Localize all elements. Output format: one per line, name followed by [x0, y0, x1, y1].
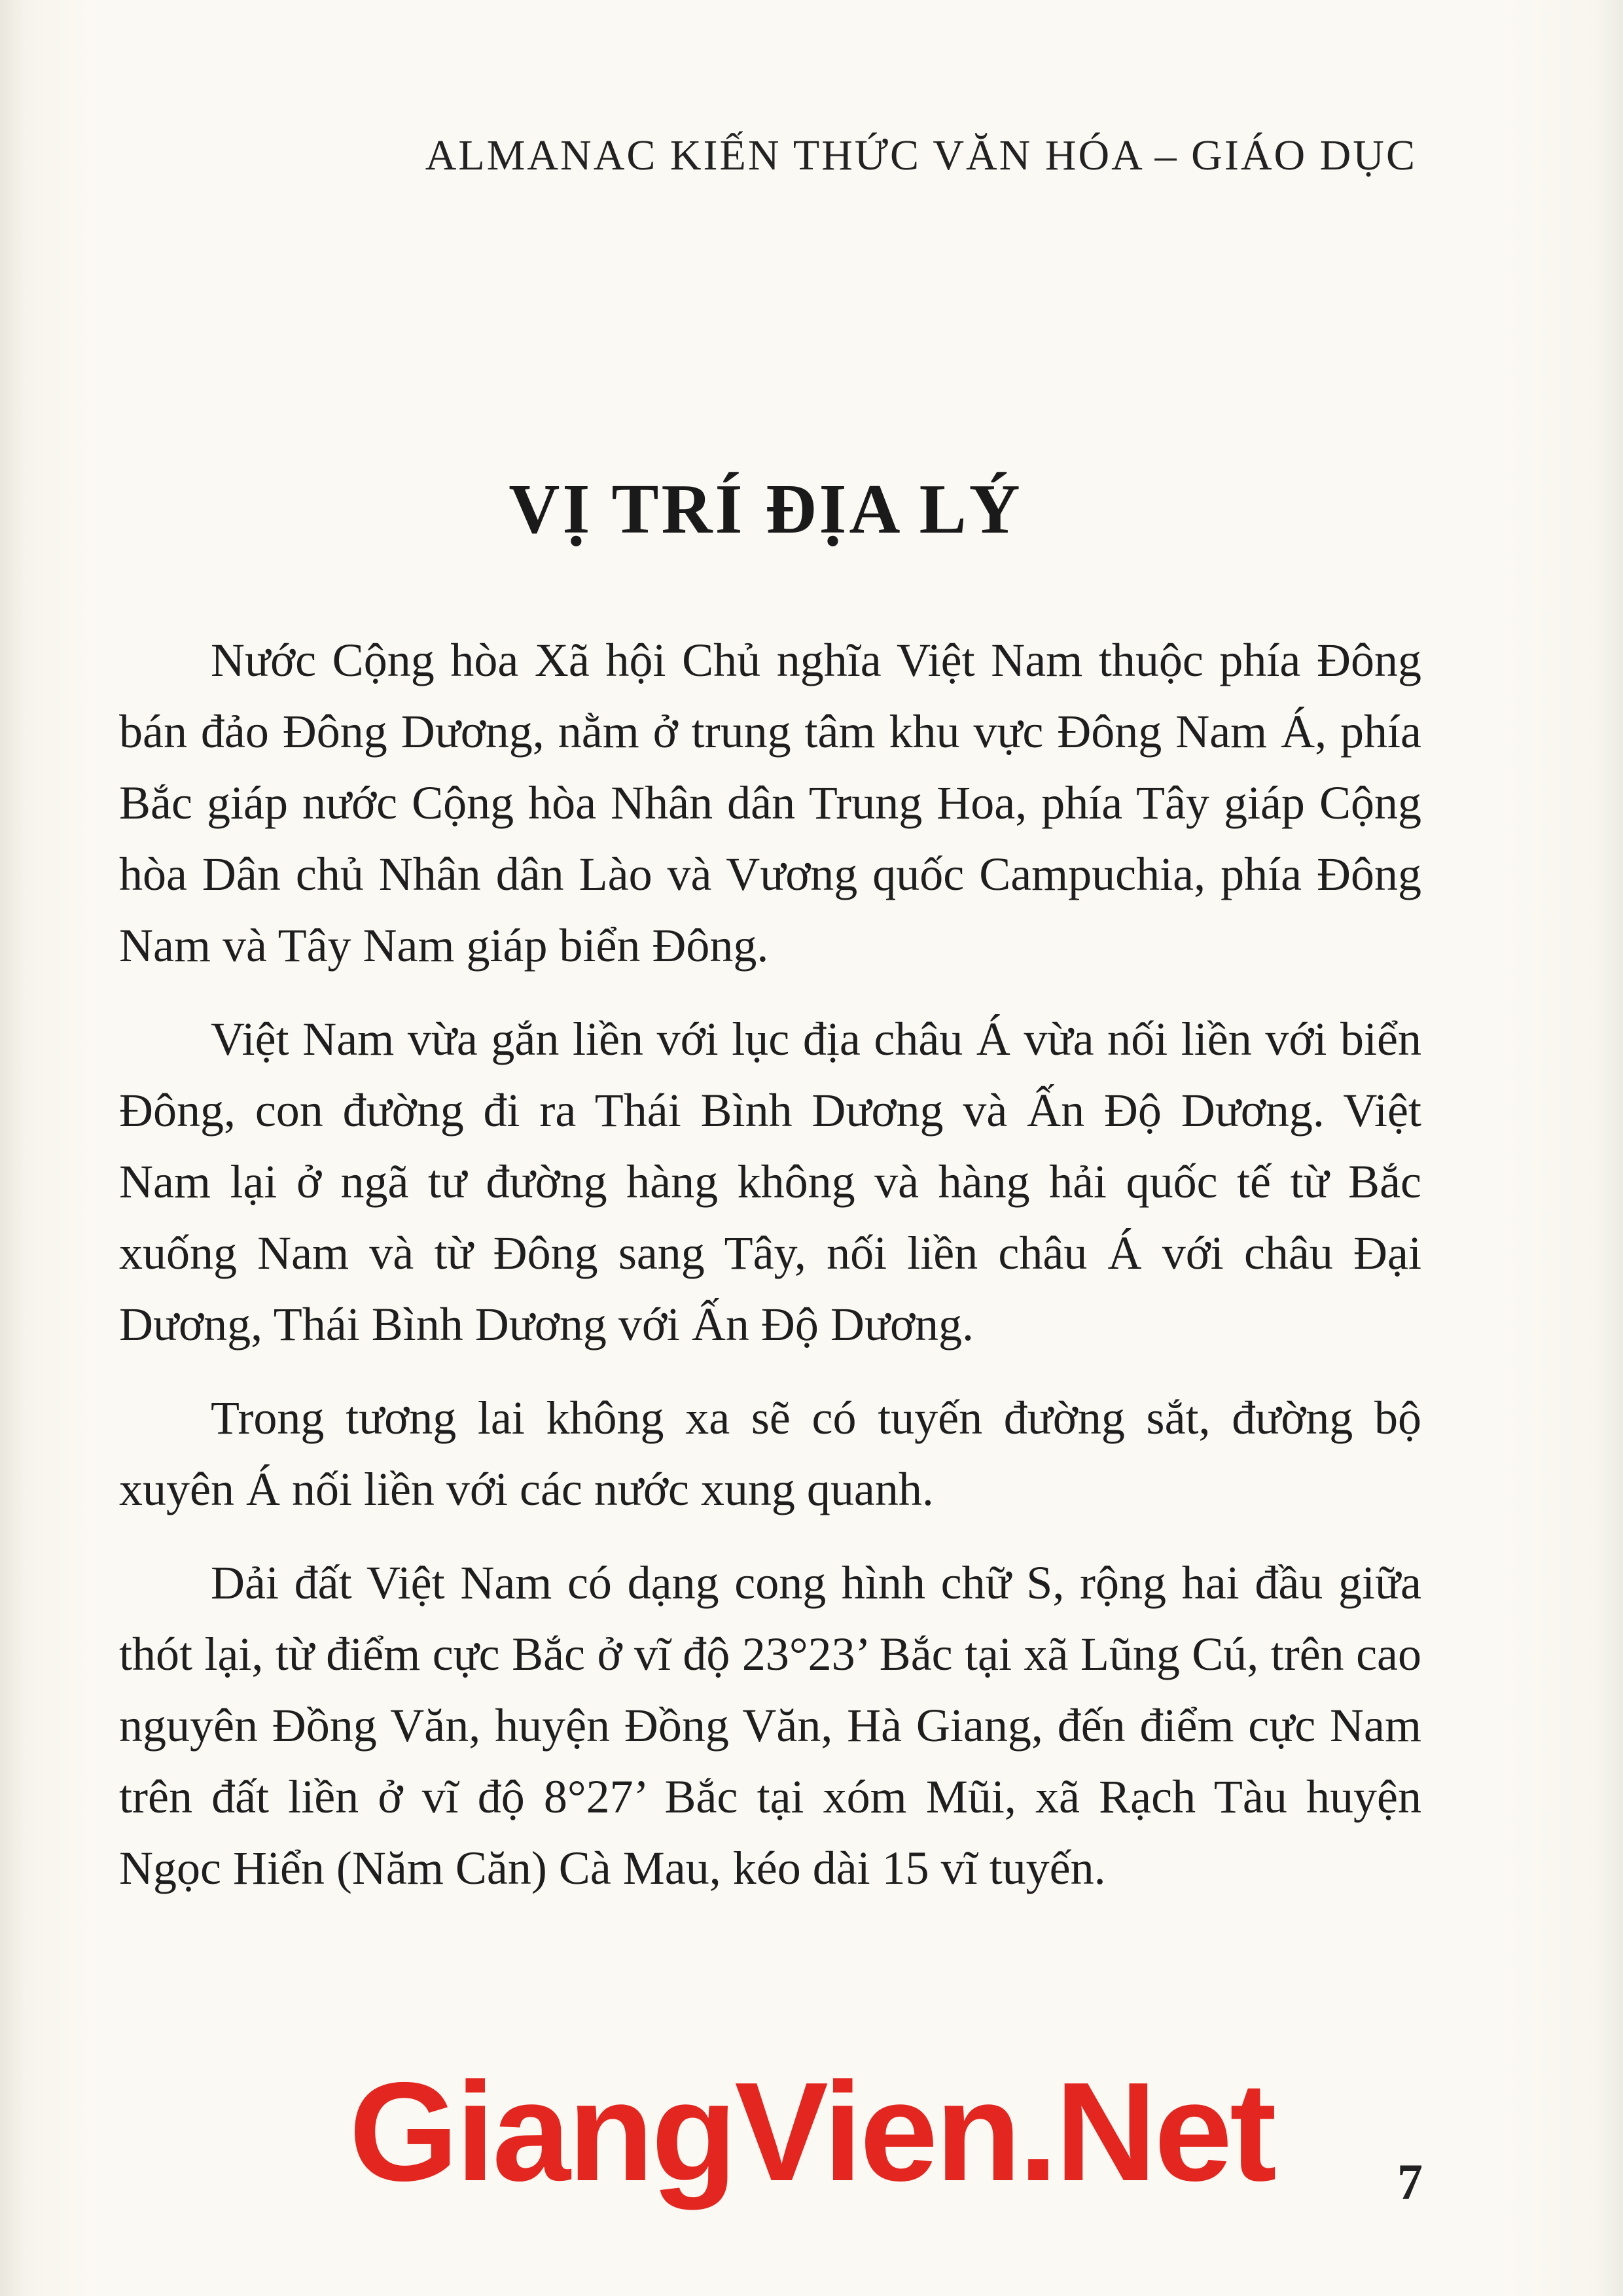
paragraph: Dải đất Việt Nam có dạng cong hình chữ S, rộng hai đầu giữa thót lại, từ điểm cực Bắc ở vĩ độ 23°23’ Bắc tại xã Lũng Cú, trên cao nguyên Đồng Văn, huyện Đồng Văn, Hà Giang, đến điểm cực Nam trên đất liền ở vĩ độ 8°27’ Bắc tại xóm Mũi, xã Rạch Tàu huyện Ngọc Hiển (Năm Căn) Cà Mau, kéo dài 15 vĩ tuyến. — [119, 1557, 1421, 1894]
running-header: ALMANAC KIẾN THỨC VĂN HÓA – GIÁO DỤC — [425, 132, 1417, 179]
paragraph: Nước Cộng hòa Xã hội Chủ nghĩa Việt Nam thuộc phía Đông bán đảo Đông Dương, nằm ở trung tâm khu vực Đông Nam Á, phía Bắc giáp nước Cộng hòa Nhân dân Trung Hoa, phía Tây giáp Cộng hòa Dân chủ Nhân dân Lào và Vương quốc Campuchia, phía Đông Nam và Tây Nam giáp biển Đông. — [119, 634, 1421, 972]
body-text — [119, 625, 1421, 1926]
chapter-title: VỊ TRÍ ĐỊA LÝ — [508, 470, 1023, 549]
page-number: 7 — [1397, 2153, 1423, 2210]
paragraph: Việt Nam vừa gắn liền với lục địa châu Á vừa nối liền với biển Đông, con đường đi ra Thái Bình Dương và Ấn Độ Dương. Việt Nam lại ở ngã tư đường hàng không và hàng hải quốc tế từ Bắc xuống Nam và từ Đông sang Tây, nối liền châu Á với châu Đại Dương, Thái Bình Dương với Ấn Độ Dương. — [119, 1013, 1421, 1351]
watermark: GiangVien.Net — [349, 2053, 1274, 2210]
paragraph: Trong tương lai không xa sẽ có tuyến đường sắt, đường bộ xuyên Á nối liền với các nước xung quanh. — [119, 1392, 1421, 1515]
